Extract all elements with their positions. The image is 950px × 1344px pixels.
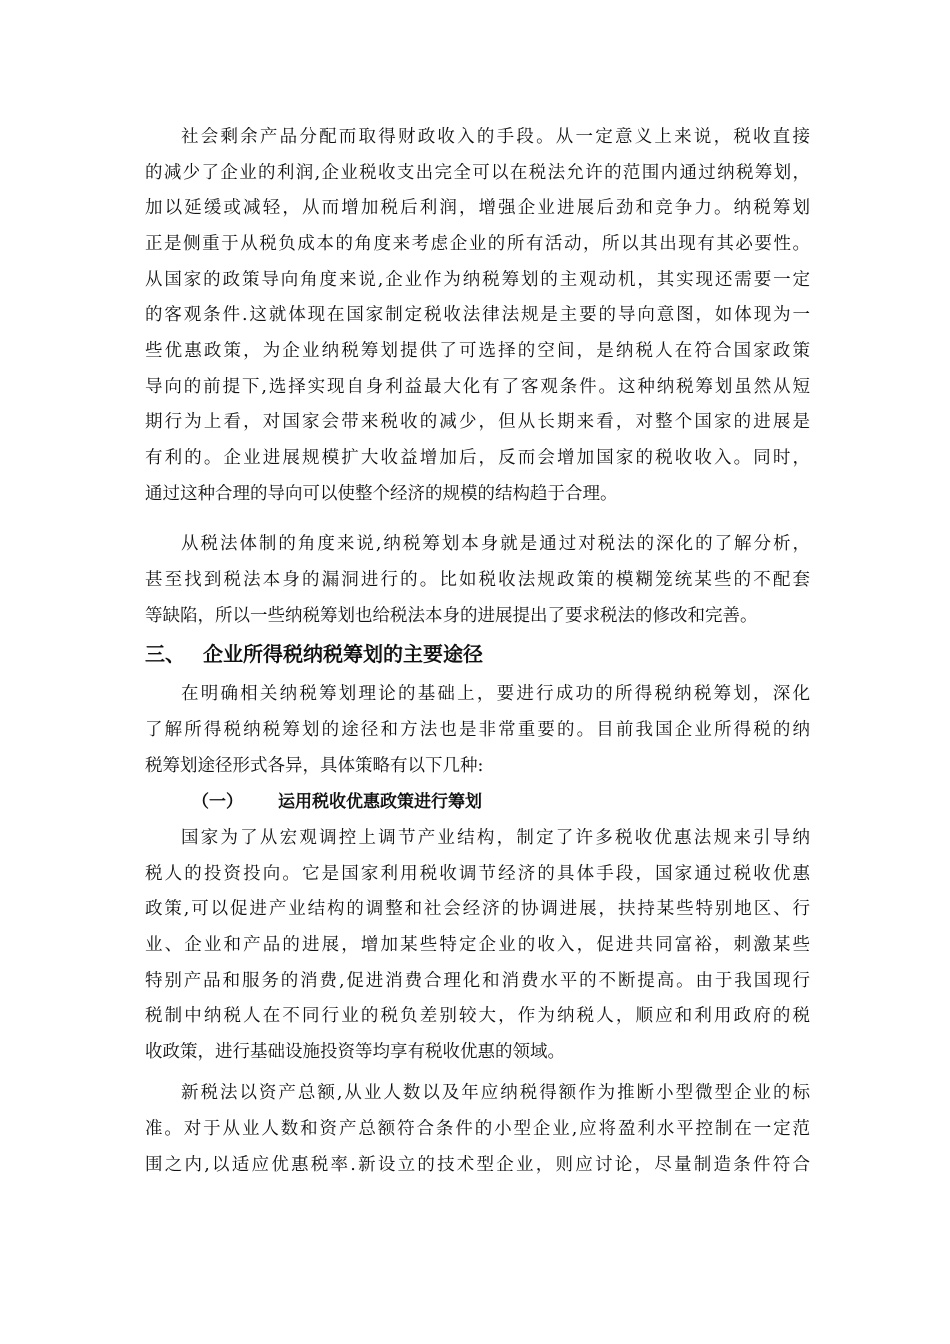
paragraph-4-line-1: 国家为了从宏观调控上调节产业结构，制定了许多税收优惠法规来引导纳 bbox=[181, 828, 810, 848]
paragraph-1-line-2: 的减少了企业的利润,企业税收支出完全可以在税法允许的范围内通过纳税筹划， bbox=[145, 163, 810, 183]
paragraph-1-line-9: 期行为上看，对国家会带来税收的减少，但从长期来看，对整个国家的进展是 bbox=[145, 412, 810, 432]
paragraph-3-line-1: 在明确相关纳税筹划理论的基础上，要进行成功的所得税纳税筹划，深化 bbox=[181, 684, 810, 704]
section-heading bbox=[145, 640, 483, 668]
paragraph-1-line-3: 加以延缓或减轻，从而增加税后利润，增强企业进展后劲和竞争力。纳税筹划 bbox=[145, 198, 810, 218]
paragraph-4-line-2: 税人的投资投向。它是国家利用税收调节经济的具体手段，国家通过税收优惠 bbox=[145, 864, 810, 884]
paragraph-2-line-1: 从税法体制的角度来说,纳税筹划本身就是通过对税法的深化的了解分析， bbox=[181, 534, 810, 554]
paragraph-1-line-4: 正是侧重于从税负成本的角度来考虑企业的所有活动，所以其出现有其必要性。 bbox=[145, 234, 810, 254]
paragraph-4-line-7: 收政策，进行基础设施投资等均享有税收优惠的领域。 bbox=[145, 1042, 565, 1062]
paragraph-2-line-3: 等缺陷，所以一些纳税筹划也给税法本身的进展提出了要求税法的修改和完善。 bbox=[145, 606, 758, 626]
paragraph-3-line-2: 了解所得税纳税筹划的途径和方法也是非常重要的。目前我国企业所得税的纳 bbox=[145, 720, 810, 740]
paragraph-1-line-7: 些优惠政策，为企业纳税筹划提供了可选择的空间，是纳税人在符合国家政策 bbox=[145, 341, 810, 361]
section-number: 三、 bbox=[145, 642, 185, 666]
paragraph-1-line-5: 从国家的政策导向角度来说,企业作为纳税筹划的主观动机，其实现还需要一定 bbox=[145, 270, 810, 290]
paragraph-4-line-6: 税制中纳税人在不同行业的税负差别较大，作为纳税人，顺应和利用政府的税 bbox=[145, 1006, 810, 1026]
paragraph-3-line-3: 税筹划途径形式各异，具体策略有以下几种: bbox=[145, 756, 484, 776]
paragraph-4-line-4: 业、企业和产品的进展，增加某些特定企业的收入，促进共同富裕，刺激某些 bbox=[145, 935, 810, 955]
paragraph-1-line-10: 有利的。企业进展规模扩大收益增加后，反而会增加国家的税收收入。同时， bbox=[145, 448, 810, 468]
paragraph-1-line-11: 通过这种合理的导向可以使整个经济的规模的结构趋于合理。 bbox=[145, 484, 618, 504]
paragraph-2-line-2: 甚至找到税法本身的漏洞进行的。比如税收法规政策的模糊笼统某些的不配套 bbox=[145, 570, 810, 590]
paragraph-1-line-6: 的客观条件.这就体现在国家制定税收法律法规是主要的导向意图，如体现为一 bbox=[145, 305, 810, 325]
section-title: 企业所得税纳税筹划的主要途径 bbox=[203, 642, 483, 666]
paragraph-4-line-5: 特别产品和服务的消费,促进消费合理化和消费水平的不断提高。由于我国现行 bbox=[145, 971, 810, 991]
subsection-title: 运用税收优惠政策进行筹划 bbox=[278, 792, 482, 812]
subsection-number: （一） bbox=[192, 792, 243, 812]
paragraph-1-line-1: 社会剩余产品分配而取得财政收入的手段。从一定意义上来说，税收直接 bbox=[181, 127, 810, 147]
paragraph-5-line-2: 准。对于从业人数和资产总额符合条件的小型企业,应将盈利水平控制在一定范 bbox=[145, 1119, 810, 1139]
paragraph-5-line-1: 新税法以资产总额,从业人数以及年应纳税得额作为推断小型微型企业的标 bbox=[181, 1083, 810, 1103]
paragraph-4-line-3: 政策,可以促进产业结构的调整和社会经济的协调进展，扶持某些特别地区、行 bbox=[145, 899, 810, 919]
paragraph-1-line-8: 导向的前提下,选择实现自身利益最大化有了客观条件。这种纳税筹划虽然从短 bbox=[145, 377, 810, 397]
paragraph-5-line-3: 围之内,以适应优惠税率.新设立的技术型企业，则应讨论，尽量制造条件符合 bbox=[145, 1155, 810, 1175]
subsection-heading bbox=[192, 790, 482, 814]
